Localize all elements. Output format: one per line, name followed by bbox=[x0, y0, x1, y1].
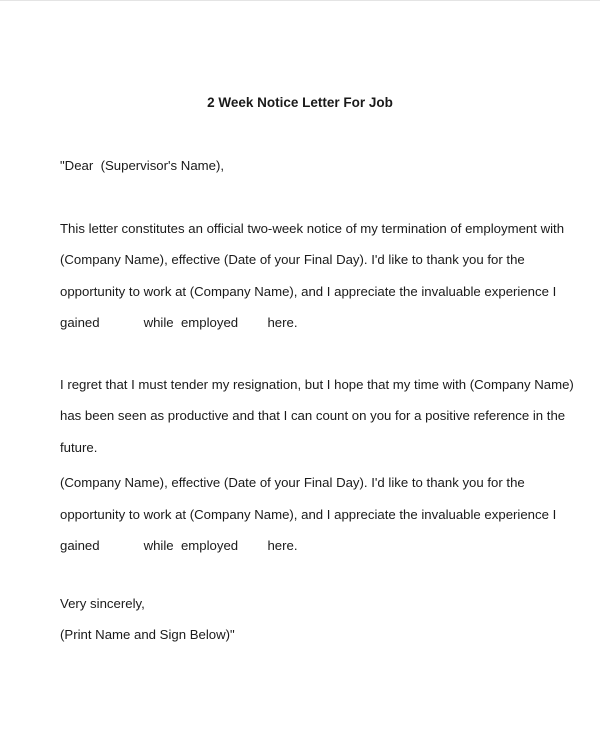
paragraph-line: gained while employed here. bbox=[60, 315, 298, 330]
closing: Very sincerely, bbox=[60, 596, 145, 611]
paragraph-line: has been seen as productive and that I can count on you for a positive reference in the bbox=[60, 408, 566, 423]
signature-line: (Print Name and Sign Below)" bbox=[60, 627, 235, 642]
paragraph-line: gained while employed here. bbox=[60, 538, 298, 553]
paragraph-line: This letter constitutes an official two-week notice of my termination of employment with bbox=[60, 221, 565, 236]
paragraph-line: (Company Name), effective (Date of your Final Day). I'd like to thank you for the bbox=[60, 475, 525, 490]
paragraph-line: (Company Name), effective (Date of your Final Day). I'd like to thank you for the bbox=[60, 252, 525, 267]
paragraph-line: future. bbox=[60, 440, 98, 455]
document-title: 2 Week Notice Letter For Job bbox=[207, 95, 393, 110]
paragraph-line: I regret that I must tender my resignation, but I hope that my time with (Company Name) bbox=[60, 377, 574, 392]
paragraph-line: opportunity to work at (Company Name), and I appreciate the invaluable experience I bbox=[60, 284, 557, 299]
salutation: "Dear (Supervisor's Name), bbox=[60, 158, 225, 173]
paragraph-line: opportunity to work at (Company Name), and I appreciate the invaluable experience I bbox=[60, 507, 557, 522]
